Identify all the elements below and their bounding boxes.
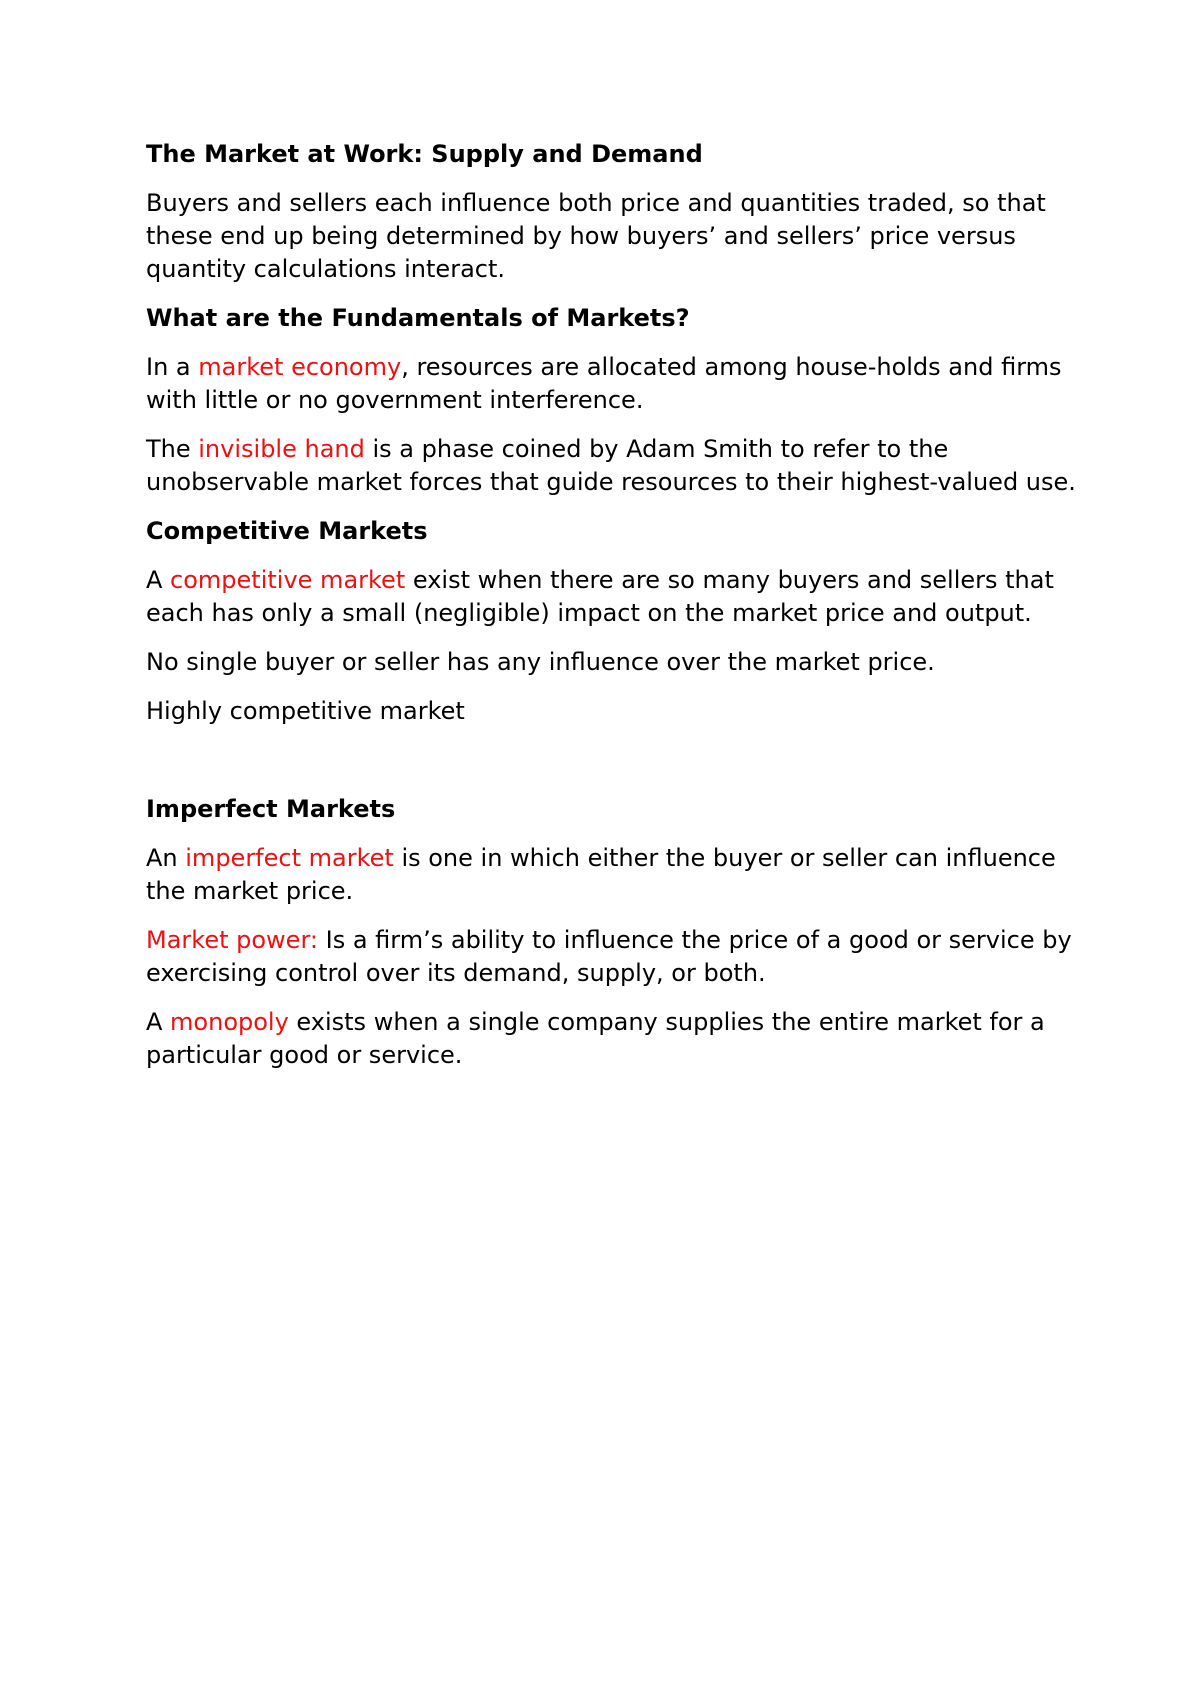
term-market-power: Market power:	[146, 926, 318, 954]
paragraph-text: exists when a single company supplies the entire market for a particular good or service.	[146, 1008, 1045, 1069]
section-heading-competitive: Competitive Markets	[146, 517, 428, 545]
paragraph-highly-competitive: Highly competitive market	[146, 697, 465, 725]
paragraph-text: In a	[146, 353, 199, 381]
intro-paragraph: Buyers and sellers each influence both price and quantities traded, so that these end up being determined by how buyers’ and sellers’ price versus quantity calculations interact.	[146, 189, 1046, 283]
paragraph-no-single-buyer: No single buyer or seller has any influence over the market price.	[146, 648, 935, 676]
paragraph-market-power	[146, 924, 1086, 990]
term-invisible-hand: invisible hand	[198, 435, 365, 463]
term-market-economy: market economy	[198, 353, 402, 381]
section-spacer	[146, 744, 1086, 793]
paragraph-text: is one in which either the buyer or seller can influence the market price.	[146, 844, 1056, 905]
document-page	[146, 138, 1086, 1088]
paragraph-market-economy	[146, 351, 1086, 417]
paragraph-text: is a phase coined by Adam Smith to refer to the unobservable market forces that guide resources to their highest-valued use.	[146, 435, 1076, 496]
paragraph-imperfect-market	[146, 842, 1086, 908]
section-heading-fundamentals: What are the Fundamentals of Markets?	[146, 304, 690, 332]
paragraph-text: The	[146, 435, 199, 463]
paragraph-text: exist when there are so many buyers and sellers that each has only a small (negligible) impact on the market price and output.	[146, 566, 1054, 627]
paragraph-text: , resources are allocated among house-holds and firms with little or no government interference.	[146, 353, 1062, 414]
section-heading-imperfect: Imperfect Markets	[146, 795, 396, 823]
paragraph-monopoly	[146, 1006, 1086, 1072]
paragraph-invisible-hand	[146, 433, 1086, 499]
term-competitive-market: competitive market	[170, 566, 406, 594]
term-monopoly: monopoly	[170, 1008, 289, 1036]
paragraph-text: Is a firm’s ability to influence the price of a good or service by exercising control over its demand, supply, or both.	[146, 926, 1072, 987]
paragraph-competitive-market	[146, 564, 1086, 630]
paragraph-text: A	[146, 1008, 171, 1036]
term-imperfect-market: imperfect market	[185, 844, 394, 872]
document-title: The Market at Work: Supply and Demand	[146, 140, 703, 168]
paragraph-text: An	[146, 844, 186, 872]
paragraph-text: A	[146, 566, 171, 594]
